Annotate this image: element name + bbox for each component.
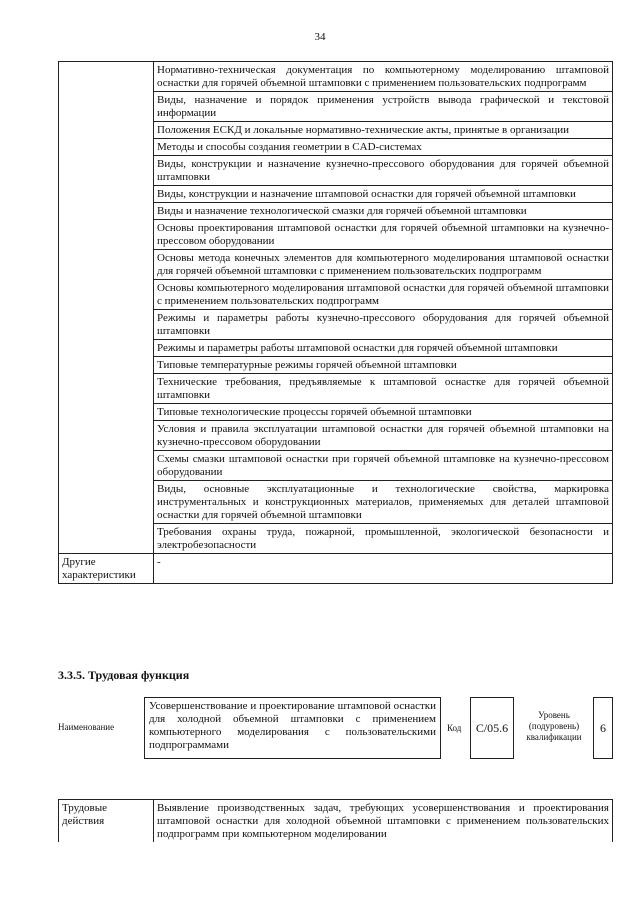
knowledge-item: Режимы и параметры работы кузнечно-прессового оборудования для горячей объемной штамповки — [154, 310, 613, 340]
knowledge-item: Виды, конструкции и назначение кузнечно-прессового оборудования для горячей объемной штамповки — [154, 156, 613, 186]
labor-actions-table — [58, 799, 613, 842]
code-label: Код — [447, 723, 462, 733]
knowledge-item: Типовые температурные режимы горячей объемной штамповки — [154, 357, 613, 374]
knowledge-item: Основы метода конечных элементов для компьютерного моделирования штамповой оснастки для горячей объемной штамповки с применением пользовательских подпрограмм — [154, 250, 613, 280]
knowledge-item: Основы проектирования штамповой оснастки для горячей объемной штамповки на кузнечно-прессовом оборудовании — [154, 220, 613, 250]
knowledge-item: Виды, назначение и порядок применения устройств вывода графической и текстовой информации — [154, 92, 613, 122]
knowledge-item: Положения ЕСКД и локальные нормативно-технические акты, принятые в организации — [154, 122, 613, 139]
labor-actions-text: Выявление производственных задач, требующих усовершенствования и проектирования штамповой оснастки для холодной объемной штамповки с применением пользовательских подпрограмм при компьютерном моделировании — [154, 800, 613, 843]
knowledge-left-cell — [59, 62, 154, 554]
level-label: Уровень (подуровень) квалификации — [526, 710, 582, 742]
knowledge-item: Типовые технологические процессы горячей объемной штамповки — [154, 404, 613, 421]
knowledge-item: Методы и способы создания геометрии в CAD-системах — [154, 139, 613, 156]
knowledge-item: Схемы смазки штамповой оснастки при горячей объемной штамповке на кузнечно-прессовом оборудовании — [154, 451, 613, 481]
labor-actions-row — [59, 800, 613, 843]
knowledge-item: Виды и назначение технологической смазки для горячей объемной штамповки — [154, 203, 613, 220]
knowledge-item: Нормативно-техническая документация по компьютерному моделированию штамповой оснастки для горячей объемной штамповки с применением пользовательских подпрограмм — [154, 62, 613, 92]
labor-actions-label: Трудовые действия — [59, 800, 154, 843]
level-value-box: 6 — [593, 697, 613, 759]
knowledge-item: Условия и правила эксплуатации штамповой оснастки для горячей объемной штамповки на кузнечно-прессовом оборудовании — [154, 421, 613, 451]
knowledge-item: Виды, конструкции и назначение штамповой оснастки для горячей объемной штамповки — [154, 186, 613, 203]
knowledge-item: Требования охраны труда, пожарной, промышленной, экологической безопасности и электробезопасности — [154, 524, 613, 554]
function-name-box: Усовершенствование и проектирование штамповой оснастки для холодной объемной штамповки с применением компьютерного моделирования с пользовательскими подпрограммами — [144, 697, 441, 759]
knowledge-item: Технические требования, предъявляемые к штамповой оснастке для горячей объемной штамповки — [154, 374, 613, 404]
knowledge-item: Основы компьютерного моделирования штамповой оснастки для горячей объемной штамповки с применением пользовательских подпрограмм — [154, 280, 613, 310]
knowledge-table-body — [59, 62, 613, 584]
other-characteristics-value: - — [154, 554, 613, 584]
other-characteristics-label: Другие характеристики — [59, 554, 154, 584]
other-characteristics-row — [59, 554, 613, 584]
section-title: 3.3.5. Трудовая функция — [58, 668, 190, 682]
knowledge-item: Виды, основные эксплуатационные и технологические свойства, маркировка инструментальных и конструкционных материалов, применяемых для деталей штамповой оснастки для горячей объемной штамповки — [154, 481, 613, 524]
page-number: 34 — [314, 31, 326, 43]
knowledge-table — [58, 61, 613, 584]
knowledge-row — [59, 62, 613, 92]
code-value-box: C/05.6 — [470, 697, 514, 759]
knowledge-item: Режимы и параметры работы штамповой оснастки для горячей объемной штамповки — [154, 340, 613, 357]
name-label: Наименование — [58, 722, 115, 732]
